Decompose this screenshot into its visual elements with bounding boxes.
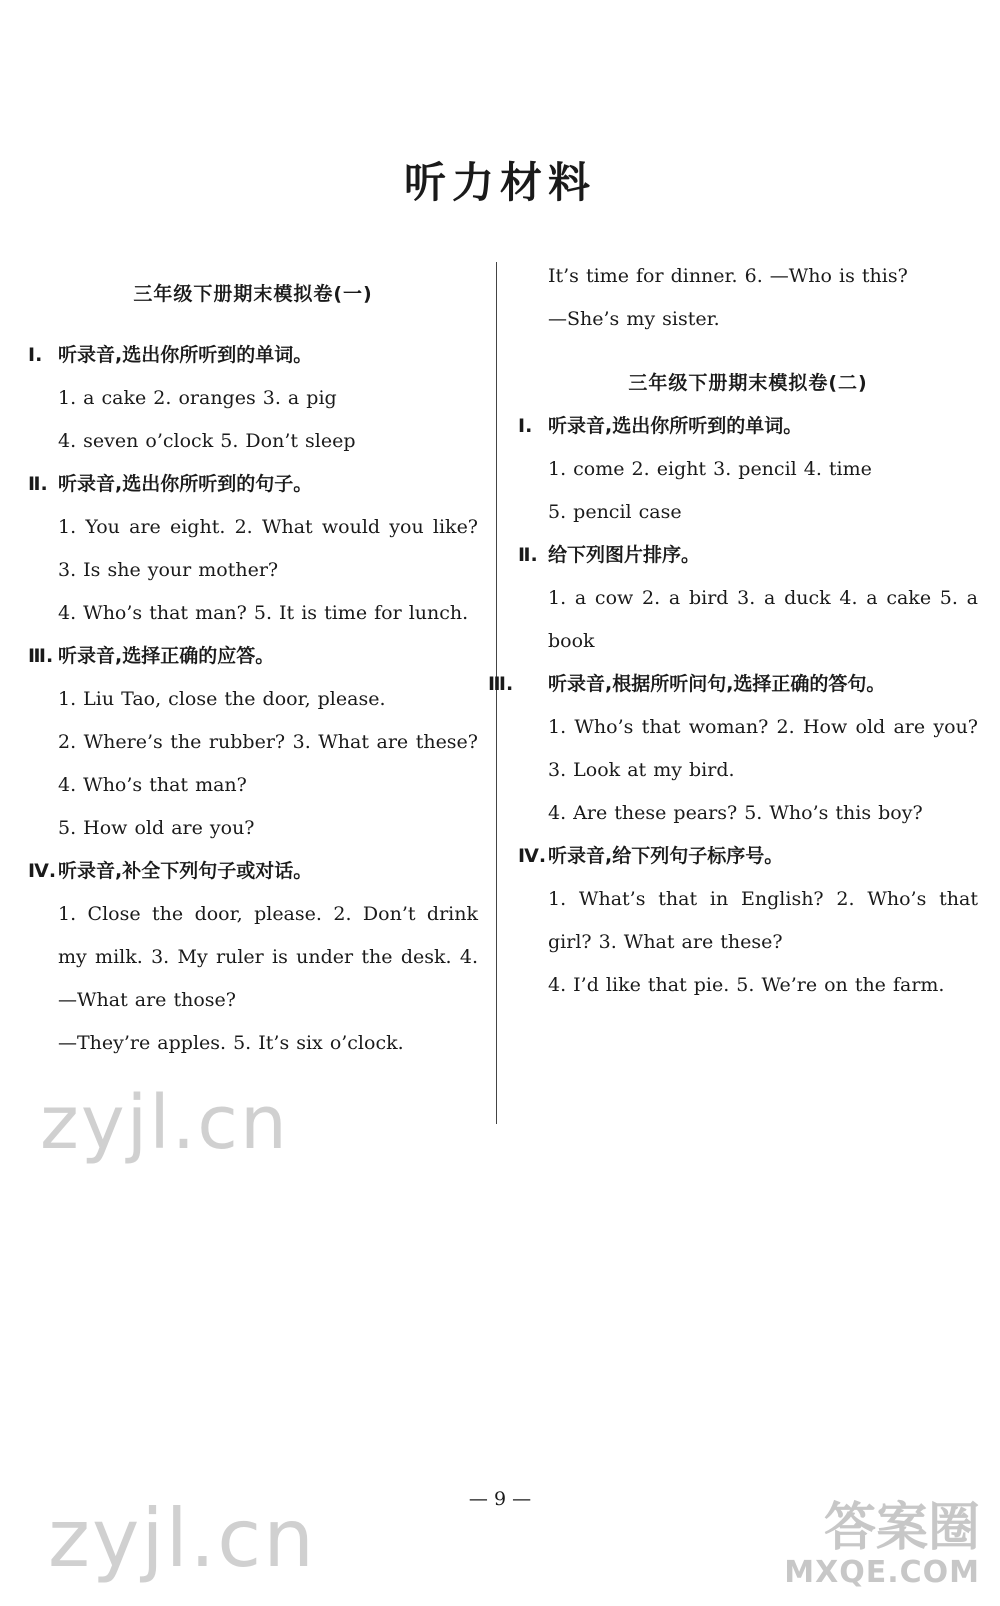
section-heading: 听录音,选出你所听到的单词。 bbox=[548, 415, 803, 437]
section-heading: 给下列图片排序。 bbox=[548, 544, 701, 566]
answer-line: 4. seven o’clock 5. Don’t sleep bbox=[58, 430, 356, 452]
section-heading: 听录音,根据所听问句,选择正确的答句。 bbox=[548, 673, 886, 695]
section-number: Ⅲ. bbox=[28, 645, 54, 667]
section-heading: 听录音,选出你所听到的句子。 bbox=[58, 473, 313, 495]
answer-line: 1. Who’s that woman? 2. How old are you? 3. Look at my bird. bbox=[548, 716, 978, 781]
exam-title-1: 三年级下册期末模拟卷(一) bbox=[133, 283, 373, 305]
section-number: Ⅱ. bbox=[518, 544, 538, 566]
answer-line: 1. a cake 2. oranges 3. a pig bbox=[58, 387, 337, 409]
section bbox=[518, 835, 978, 1007]
answer-line: 4. I’d like that pie. 5. We’re on the farm. bbox=[548, 974, 945, 996]
section bbox=[28, 463, 478, 635]
answer-line: 1. come 2. eight 3. pencil 4. time bbox=[548, 458, 872, 480]
section bbox=[28, 334, 478, 463]
page-number: — 9 — bbox=[468, 1488, 532, 1510]
left-column bbox=[28, 255, 478, 1065]
answer-line: 1. You are eight. 2. What would you like? 3. Is she your mother? bbox=[58, 516, 478, 581]
section bbox=[518, 534, 978, 663]
section-heading: 听录音,选择正确的应答。 bbox=[58, 645, 275, 667]
section bbox=[28, 635, 478, 850]
answer-line: 5. How old are you? bbox=[58, 817, 255, 839]
continuation-line: —She’s my sister. bbox=[548, 308, 720, 330]
section bbox=[28, 850, 478, 1065]
right-column bbox=[488, 255, 978, 1007]
section-number: Ⅳ. bbox=[28, 860, 57, 882]
section bbox=[518, 405, 978, 534]
answer-line: 1. Close the door, please. 2. Don’t drink my milk. 3. My ruler is under the desk. 4. —What are those? bbox=[58, 903, 478, 1011]
answer-line: 1. a cow 2. a bird 3. a duck 4. a cake 5. a book bbox=[548, 587, 978, 652]
answer-line: 4. Are these pears? 5. Who’s this boy? bbox=[548, 802, 923, 824]
section-number: Ⅲ. bbox=[488, 673, 514, 695]
watermark-site: zyjl.cn bbox=[40, 1080, 289, 1166]
answer-line: 2. Where’s the rubber? 3. What are these? 4. Who’s that man? bbox=[58, 731, 478, 796]
section-number: Ⅱ. bbox=[28, 473, 48, 495]
watermark-answer-logo bbox=[770, 1500, 980, 1590]
watermark-site: zyjl.cn bbox=[48, 1492, 316, 1585]
continuation-line: It’s time for dinner. 6. —Who is this? bbox=[548, 265, 908, 287]
section-number: Ⅰ. bbox=[518, 415, 533, 437]
section bbox=[488, 663, 978, 835]
watermark-logo-url: MXQE.COM bbox=[784, 1555, 980, 1590]
answer-line: 1. What’s that in English? 2. Who’s that girl? 3. What are these? bbox=[548, 888, 978, 953]
section-heading: 听录音,补全下列句子或对话。 bbox=[58, 860, 313, 882]
section-number: Ⅰ. bbox=[28, 344, 43, 366]
answer-line: 4. Who’s that man? 5. It is time for lunch. bbox=[58, 602, 469, 624]
answer-line: 1. Liu Tao, close the door, please. bbox=[58, 688, 386, 710]
watermark-logo-text: 答案圈 bbox=[823, 1498, 980, 1558]
exam-title-2: 三年级下册期末模拟卷(二) bbox=[628, 372, 868, 394]
section-heading: 听录音,给下列句子标序号。 bbox=[548, 845, 784, 867]
page-title: 听力材料 bbox=[403, 158, 596, 207]
answer-line: —They’re apples. 5. It’s six o’clock. bbox=[58, 1032, 404, 1054]
section-heading: 听录音,选出你所听到的单词。 bbox=[58, 344, 313, 366]
section-number: Ⅳ. bbox=[518, 845, 547, 867]
answer-line: 5. pencil case bbox=[548, 501, 682, 523]
